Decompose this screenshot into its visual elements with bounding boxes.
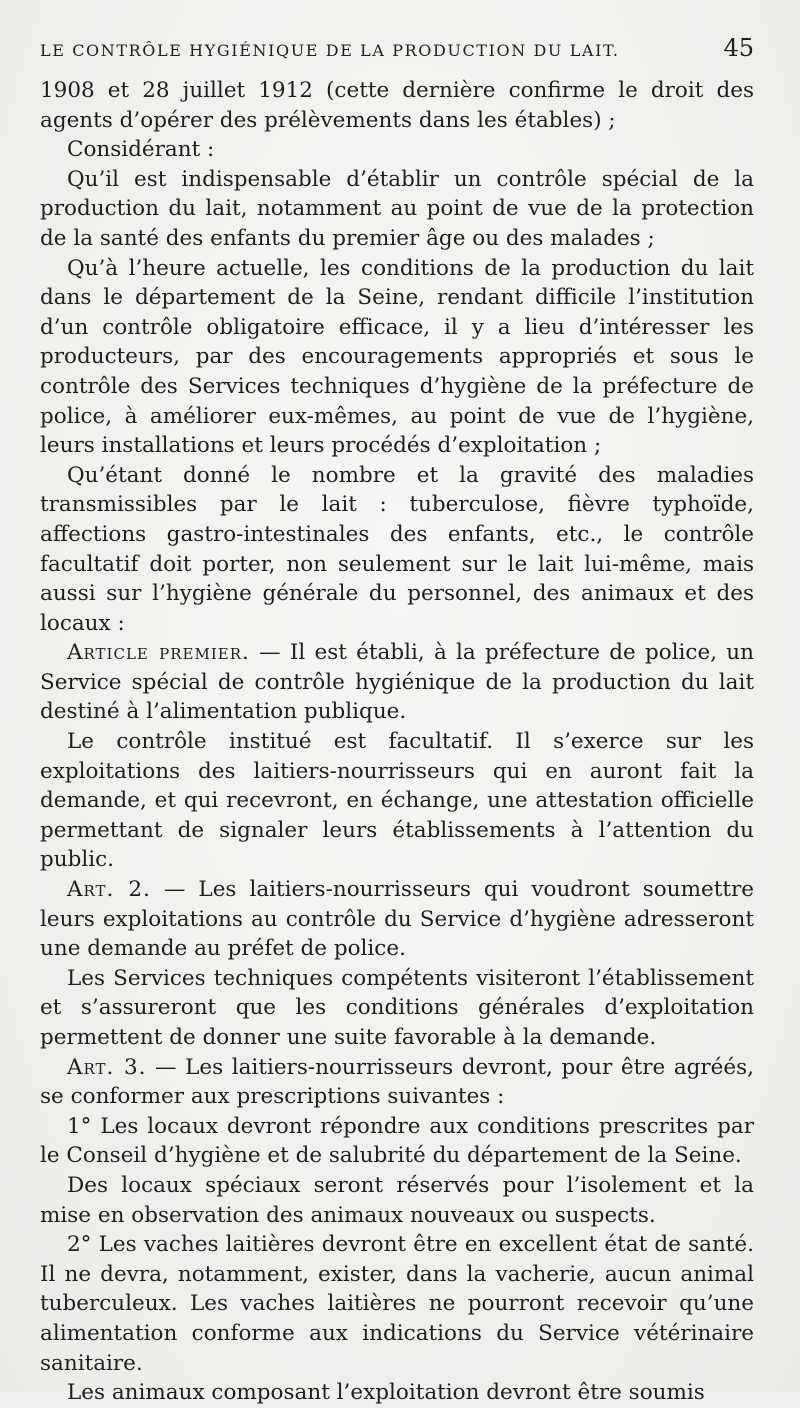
paragraph [40,1112,754,1171]
paragraph [40,875,754,964]
paragraph [40,727,754,875]
page-number: 45 [723,34,754,62]
paragraph [40,461,754,639]
paragraph-text: — Les laitiers-nourrisseurs qui voudront soumettre leurs exploitations au contrôle du Service d’hygiène adresseront une demande au préfet de police. [40,877,754,962]
paragraph-text: Les Services techniques compétents visiteront l’établissement et s’assureront que les conditions générales d’exploitation permettent de donner une suite favorable à la demande. [40,965,754,1050]
paragraph-text: Considérant : [67,137,215,163]
paragraph-text: Qu’à l’heure actuelle, les conditions de la production du lait dans le département de la Seine, rendant difficile l’institution d’un contrôle obligatoire efficace, il y a lieu d’intéresser les producteurs, par des encouragements appropriés et sous le contrôle des Services techniques d’hygiène de la préfecture de police, à améliorer eux-mêmes, au point de vue de l’hygiène, leurs installations et leurs procédés d’exploitation ; [40,255,754,459]
paragraph-text: Le contrôle institué est facultatif. Il s’exerce sur les exploitations des laitiers-nourrisseurs qui en auront fait la demande, et qui recevront, en échange, une attestation officielle permettant de signaler leurs établissements à l’attention du public. [40,729,754,873]
paragraph [40,165,754,254]
paragraph [40,1171,754,1230]
paragraph-text: Qu’étant donné le nombre et la gravité des maladies transmissibles par le lait : tuberculose, fièvre typhoïde, affections gastro-intestinales des enfants, etc., le contrôle facultatif doit porter, non seulement sur le lait lui-même, mais aussi sur l’hygiène générale du personnel, des animaux et des locaux : [40,462,754,636]
paragraph [40,964,754,1053]
paragraph-text: 2° Les vaches laitières devront être en excellent état de santé. Il ne devra, notamment, exister, dans la vacherie, aucun animal tuberculeux. Les vaches laitières ne pourront recevoir qu’une alimentation conforme aux indications du Service vétérinaire sanitaire. [40,1232,754,1376]
paragraph [40,254,754,461]
paragraph-text: 1908 et 28 juillet 1912 (cette dernière confirme le droit des agents d’opérer des prélèvements dans les étables) ; [40,78,754,133]
article-label: Art. 3. [67,1054,147,1080]
paragraph [40,638,754,727]
paragraph [40,76,754,135]
paragraph-text: — Les laitiers-nourrisseurs devront, pour être agréés, se conformer aux prescriptions suivantes : [40,1054,754,1110]
running-title: LE CONTRÔLE HYGIÉNIQUE DE LA PRODUCTION DU LAIT. [40,41,620,60]
paragraph [40,1230,754,1378]
paragraph-text: 1° Les locaux devront répondre aux conditions prescrites par le Conseil d’hygiène et de salubrité du département de la Seine. [40,1113,754,1169]
paragraph-text: Des locaux spéciaux seront réservés pour l’isolement et la mise en observation des animaux nouveaux ou suspects. [40,1172,754,1228]
paragraph-text: Qu’il est indispensable d’établir un contrôle spécial de la production du lait, notamment au point de vue de la protection de la santé des enfants du premier âge ou des malades ; [40,166,754,251]
page-body [40,76,754,1408]
article-label: Art. 2. [67,877,151,903]
article-label: Article premier. [67,640,250,666]
paragraph-text: — Il est établi, à la préfecture de police, un Service spécial de contrôle hygiénique de la production du lait destiné à l’alimentation publique. [40,640,754,725]
paragraph [40,1053,754,1112]
paragraph-text: Les animaux composant l’exploitation devront être soumis [67,1380,705,1406]
paragraph [40,135,754,165]
page-header [40,34,754,62]
